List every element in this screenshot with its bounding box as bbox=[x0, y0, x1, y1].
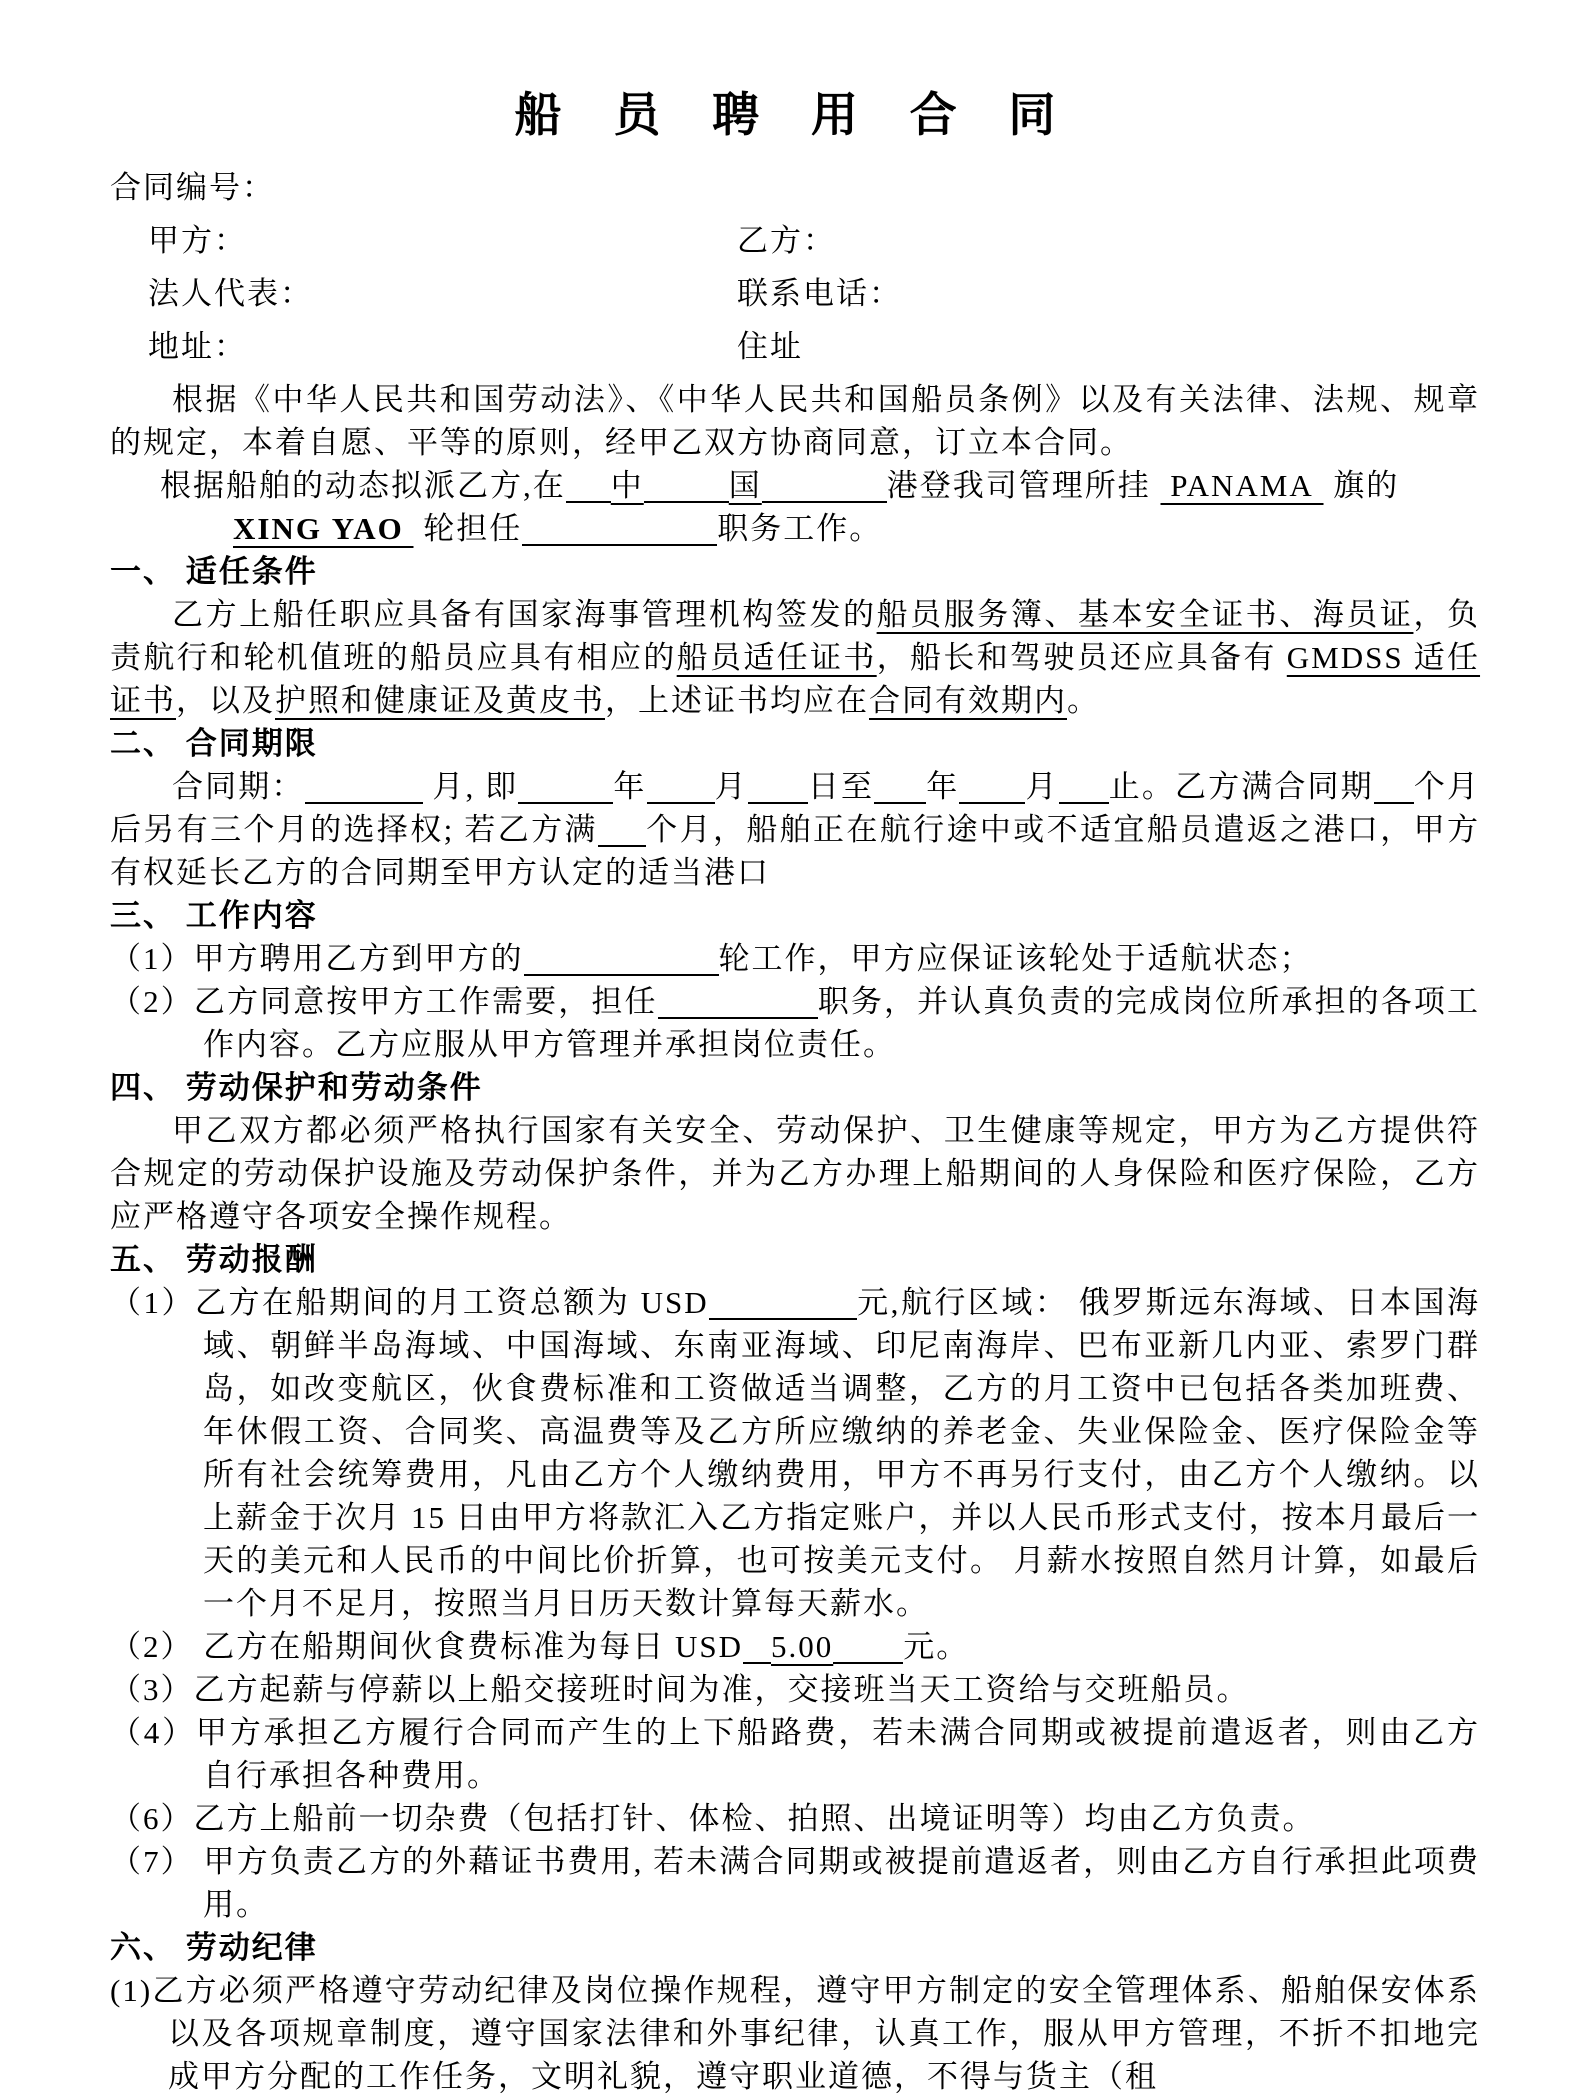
text-run: 月 bbox=[1025, 769, 1059, 804]
emphasized-text: 船员服务簿、基本安全证书、海员证 bbox=[876, 597, 1414, 632]
blank-fill-line bbox=[566, 493, 611, 503]
party-a-label: 甲方： bbox=[148, 223, 247, 258]
text-run: 日至 bbox=[807, 769, 875, 804]
blank-fill-line bbox=[522, 536, 717, 546]
paragraph bbox=[110, 1625, 1480, 1668]
paragraph bbox=[110, 378, 1480, 464]
text-run: 元。 bbox=[903, 1629, 970, 1664]
party-b-label: 乙方： bbox=[737, 223, 836, 258]
emphasized-text: 国 bbox=[728, 468, 762, 503]
emphasized-text: 中 bbox=[610, 468, 644, 503]
representative-row bbox=[110, 272, 1480, 315]
text-run: （4）甲方承担乙方履行合同而产生的上下船路费，若未满合同期或被提前遣返者，则由乙方自行承担各种费用。 bbox=[110, 1715, 1480, 1793]
emphasized-text: 船员适任证书 bbox=[676, 640, 877, 675]
document-body bbox=[110, 378, 1480, 2098]
blank-fill-line bbox=[644, 493, 729, 503]
text-run: 根据船舶的动态拟派乙方,在 bbox=[160, 468, 566, 503]
blank-fill-line bbox=[598, 837, 646, 847]
paragraph bbox=[110, 937, 1480, 980]
blank-fill-line bbox=[748, 794, 808, 804]
section-heading bbox=[110, 722, 1480, 765]
blank-fill-line bbox=[518, 794, 613, 804]
text-run: 轮担任 bbox=[413, 511, 523, 546]
emphasized-text: 护照和健康证及黄皮书 bbox=[275, 683, 605, 718]
text-run: 年 bbox=[926, 769, 960, 804]
blank-fill-line bbox=[743, 1654, 771, 1664]
text-run: ，负责航行和轮机值班的船员应具有相应的 bbox=[110, 597, 1481, 675]
blank-fill-line bbox=[1374, 794, 1414, 804]
text-run: （2） 乙方在船期间伙食费标准为每日 USD bbox=[110, 1629, 744, 1664]
text-run: 职务，并认真负责的完成岗位所承担的各项工作内容。乙方应服从甲方管理并承担岗位责任。 bbox=[203, 984, 1481, 1062]
text-run: 止。乙方满合同期 bbox=[1108, 769, 1374, 804]
text-run: 四、 劳动保护和劳动条件 bbox=[110, 1070, 483, 1105]
text-run: （1）甲方聘用乙方到甲方的 bbox=[110, 941, 524, 976]
paragraph bbox=[110, 593, 1480, 722]
text-run: （7） 甲方负责乙方的外藉证书费用, 若未满合同期或被提前遣返者，则由乙方自行承担此项费用。 bbox=[110, 1844, 1480, 1922]
emphasized-text: GMDSS 适任证书 bbox=[110, 640, 1481, 718]
address-row bbox=[110, 325, 1480, 368]
text-run: （6）乙方上船前一切杂费（包括打针、体检、拍照、出境证明等）均由乙方负责。 bbox=[110, 1801, 1316, 1836]
document-title: 船 员 聘 用 合 同 bbox=[514, 90, 1076, 142]
text-run: 五、 劳动报酬 bbox=[110, 1242, 318, 1277]
emphasized-text: 合同有效期内 bbox=[869, 683, 1067, 718]
text-run: ，船长和驾驶员还应具备有 bbox=[876, 640, 1287, 675]
section-heading bbox=[110, 1238, 1480, 1281]
paragraph bbox=[110, 1969, 1480, 2098]
blank-fill-line bbox=[305, 794, 423, 804]
text-run: 个月，船舶正在航行途中或不适宜船员遣返之港口，甲方有权延长乙方的合同期至甲方认定的适当港口 bbox=[110, 812, 1480, 890]
paragraph bbox=[110, 1281, 1480, 1625]
text-run: 甲乙双方都必须严格执行国家有关安全、劳动保护、卫生健康等规定，甲方为乙方提供符合规定的劳动保护设施及劳动保护条件，并为乙方办理上船期间的人身保险和医疗保险，乙方应严格遵守各项安全操作规程。 bbox=[110, 1113, 1480, 1234]
text-run: 二、 合同期限 bbox=[110, 726, 318, 761]
text-run: 月 bbox=[714, 769, 748, 804]
text-run: （2）乙方同意按甲方工作需要，担任 bbox=[110, 984, 658, 1019]
paragraph bbox=[110, 980, 1480, 1066]
text-run: ，上述证书均应在 bbox=[605, 683, 869, 718]
emphasized-text: PANAMA bbox=[1160, 468, 1324, 503]
text-run: 个月后另有三个月的选择权; 若乙方满 bbox=[110, 769, 1480, 847]
blank-fill-line bbox=[874, 794, 926, 804]
text-run: 六、 劳动纪律 bbox=[110, 1930, 318, 1965]
paragraph bbox=[110, 1840, 1480, 1926]
legal-representative-label: 法人代表： bbox=[148, 276, 313, 311]
text-run: 。 bbox=[1067, 683, 1100, 718]
contract-number-label: 合同编号： bbox=[110, 170, 275, 205]
text-run: 三、 工作内容 bbox=[110, 898, 318, 933]
text-run: 港登我司管理所挂 bbox=[886, 468, 1161, 503]
paragraph bbox=[110, 507, 1480, 550]
contact-phone-label: 联系电话： bbox=[737, 276, 902, 311]
blank-fill-line bbox=[524, 966, 719, 976]
paragraph bbox=[110, 765, 1480, 894]
text-run: 根据《中华人民共和国劳动法》、《中华人民共和国船员条例》以及有关法律、法规、规章的规定，本着自愿、平等的原则，经甲乙双方协商同意，订立本合同。 bbox=[110, 382, 1480, 460]
text-run: 月, 即 bbox=[422, 769, 519, 804]
blank-fill-line bbox=[959, 794, 1025, 804]
section-heading bbox=[110, 1926, 1480, 1969]
text-run: (1)乙方必须严格遵守劳动纪律及岗位操作规程，遵守甲方制定的安全管理体系、船舶保安体系以及各项规章制度，遵守国家法律和外事纪律，认真工作，服从甲方管理，不折不扣地完成甲方分配的工作任务，文明礼貌，遵守职业道德，不得与货主（租 bbox=[110, 1973, 1480, 2094]
text-run: 乙方上船任职应具备有国家海事管理机构签发的 bbox=[172, 597, 877, 632]
paragraph bbox=[110, 464, 1480, 507]
section-heading bbox=[110, 1066, 1480, 1109]
paragraph bbox=[110, 1797, 1480, 1840]
blank-fill-line bbox=[647, 794, 715, 804]
text-run: 轮工作，甲方应保证该轮处于适航状态； bbox=[718, 941, 1313, 976]
emphasized-text: 5.00 bbox=[771, 1629, 834, 1664]
text-run: （1）乙方在船期间的月工资总额为 USD bbox=[110, 1285, 709, 1320]
emphasized-text: XING YAO bbox=[233, 511, 414, 546]
text-run: 元,航行区域： 俄罗斯远东海域、日本国海域、朝鲜半岛海域、中国海域、东南亚海域、印尼南海岸、巴布亚新几内亚、索罗门群岛，如改变航区，伙食费标准和工资做适当调整，乙方的月工资中已包括各类加班费、年休假工资、合同奖、高温费等及乙方所应缴纳的养老金、失业保险金、医疗保险金等所有社会统筹费用，凡由乙方个人缴纳费用，甲方不再另行支付，由乙方个人缴纳。以上薪金于次月 15 日由甲方将款汇入乙方指定账户，并以人民币形式支付，按本月最后一天的美元和人民币的中间比价折算，也可按美元支付。 月薪水按照自然月计算，如最后一个月不足月，按照当月日历天数计算每天薪水。 bbox=[203, 1285, 1481, 1621]
paragraph bbox=[110, 1109, 1480, 1238]
paragraph bbox=[110, 1711, 1480, 1797]
text-run: （3）乙方起薪与停薪以上船交接班时间为准，交接班当天工资给与交班船员。 bbox=[110, 1672, 1250, 1707]
blank-fill-line bbox=[762, 493, 887, 503]
text-run: ，以及 bbox=[176, 683, 275, 718]
blank-fill-line bbox=[709, 1310, 857, 1320]
parties-row bbox=[110, 219, 1480, 262]
text-run: 一、 适任条件 bbox=[110, 554, 318, 589]
paragraph bbox=[110, 1668, 1480, 1711]
section-heading bbox=[110, 894, 1480, 937]
text-run: 合同期： bbox=[172, 769, 305, 804]
text-run: 年 bbox=[613, 769, 647, 804]
text-run: 旗的 bbox=[1323, 468, 1400, 503]
text-run: 职务工作。 bbox=[717, 511, 883, 546]
residence-label: 住址 bbox=[737, 329, 803, 364]
blank-fill-line bbox=[1059, 794, 1109, 804]
blank-fill-line bbox=[833, 1654, 903, 1664]
address-label: 地址： bbox=[148, 329, 247, 364]
section-heading bbox=[110, 550, 1480, 593]
blank-fill-line bbox=[658, 1009, 818, 1019]
